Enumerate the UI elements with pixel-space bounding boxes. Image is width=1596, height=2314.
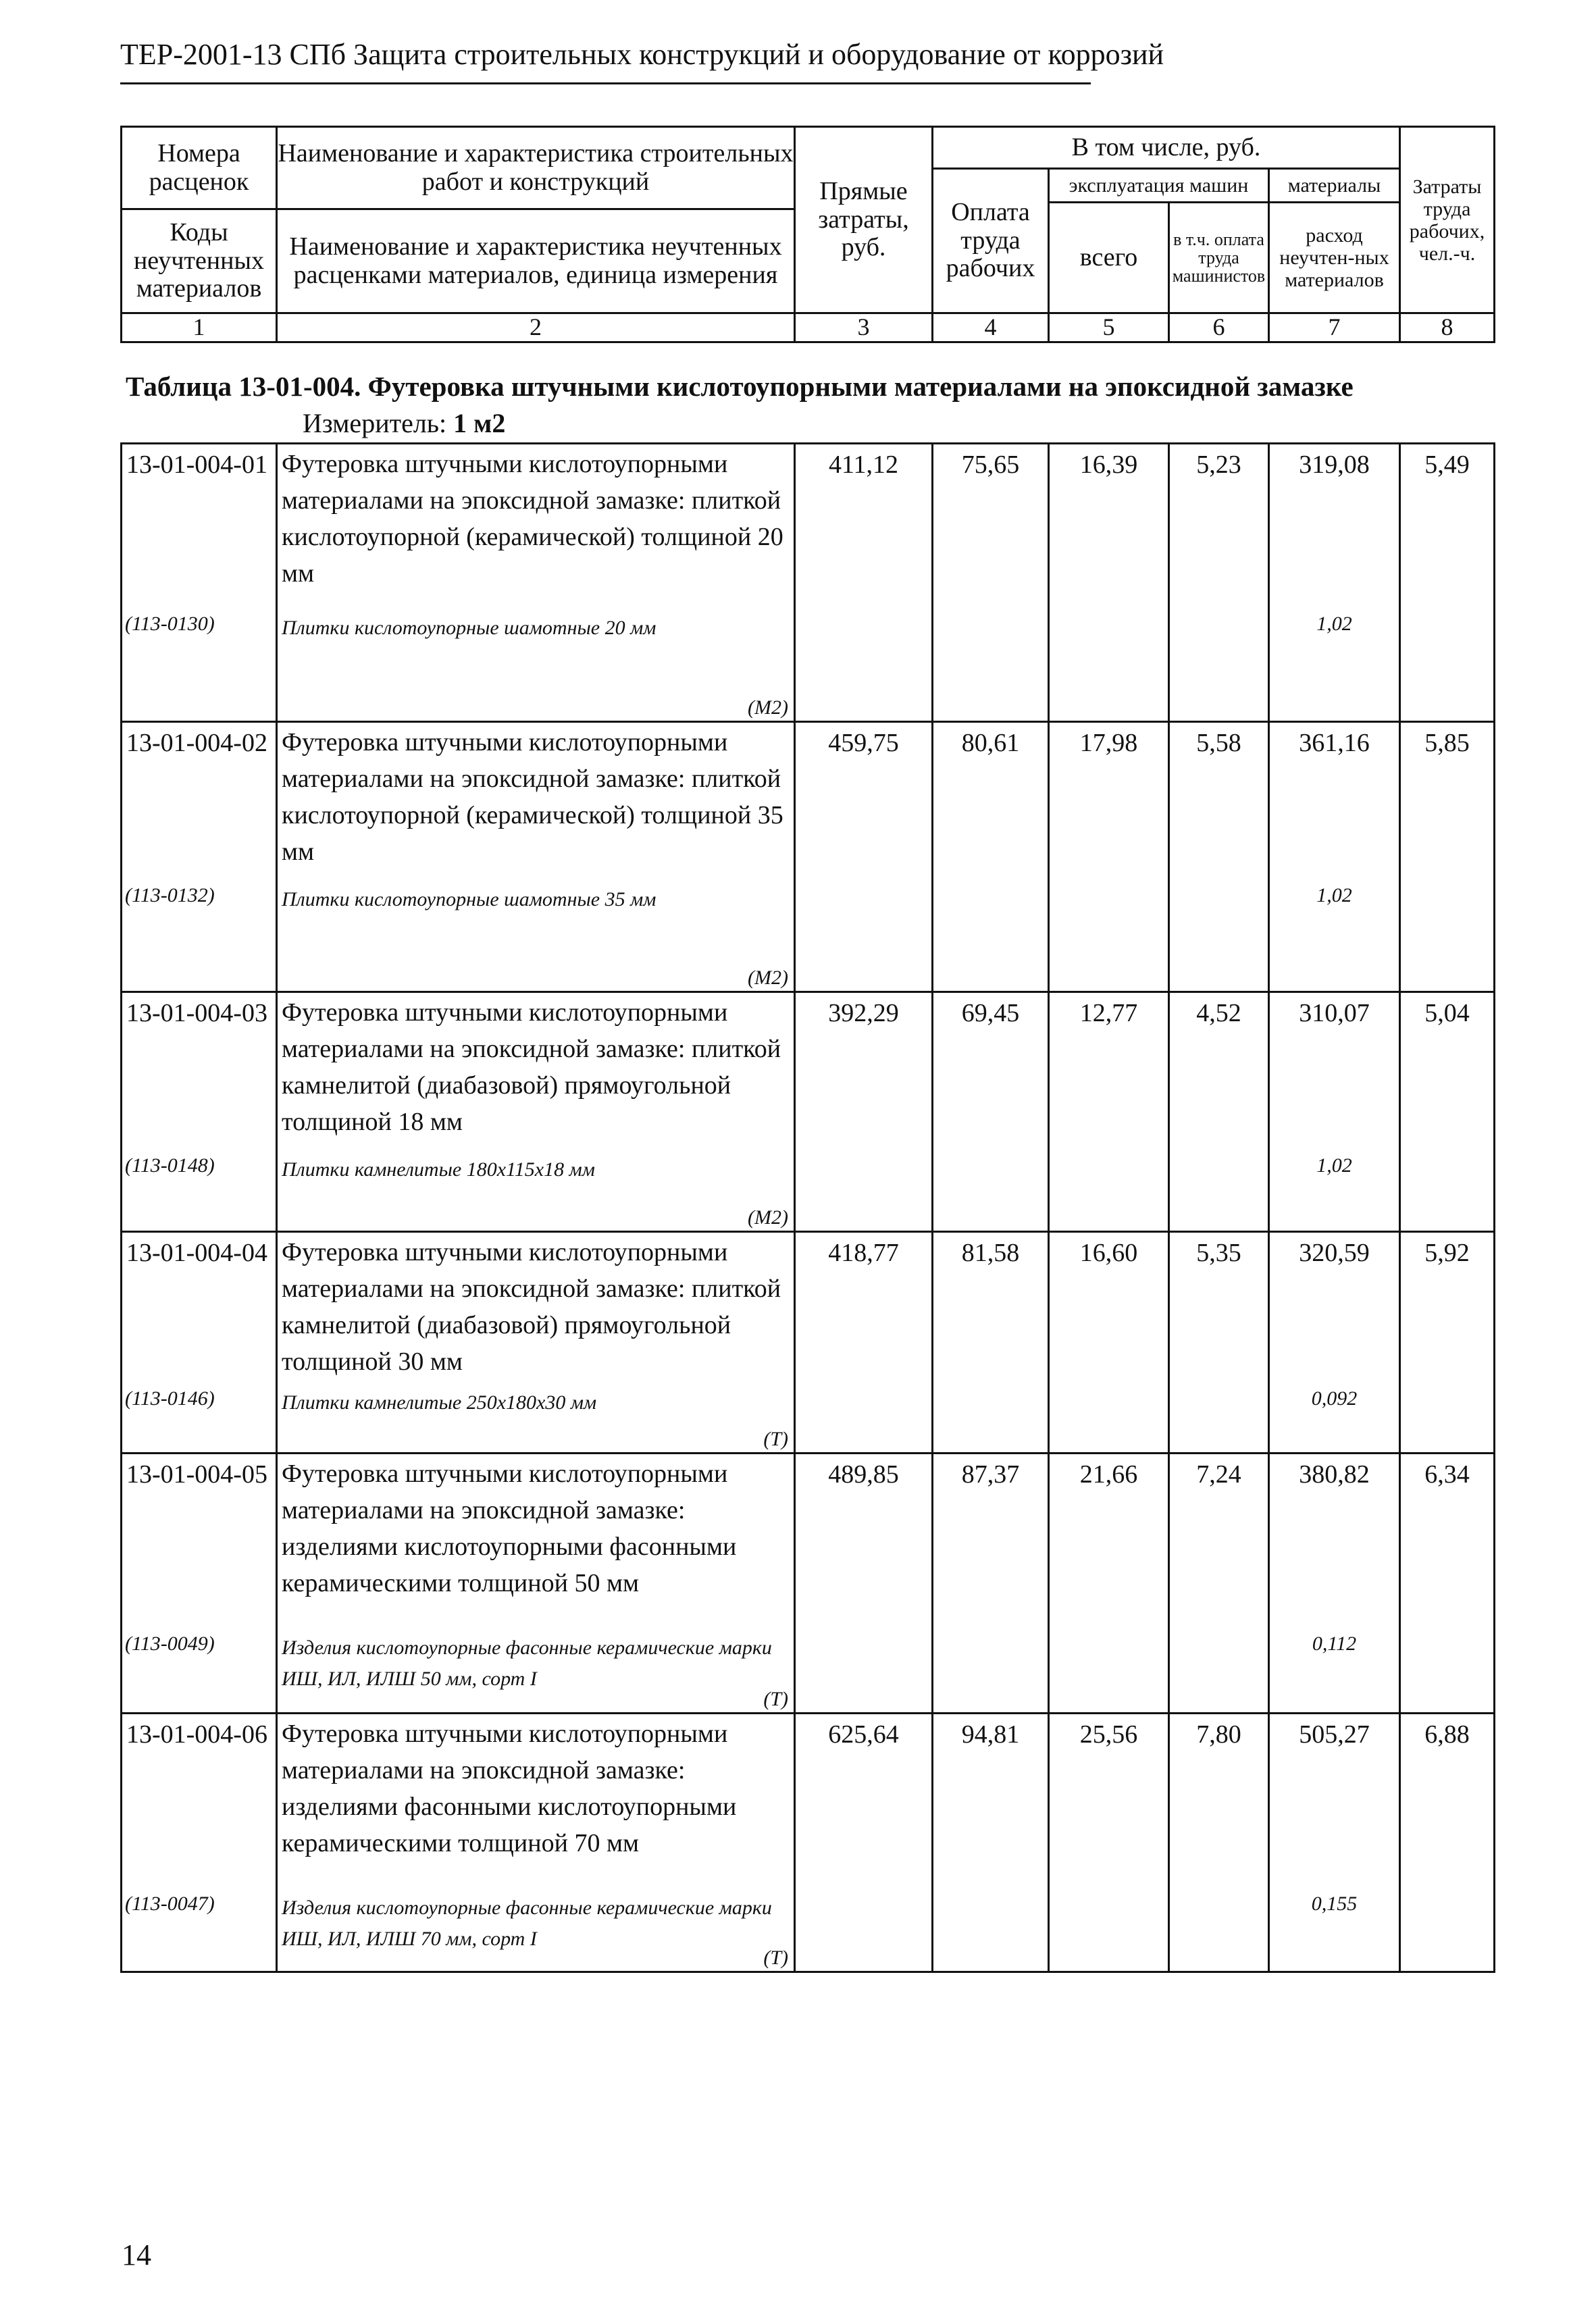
material-name-cell <box>277 1154 795 1232</box>
machines-total: 16,60 <box>1049 1232 1169 1387</box>
empty-cell <box>1400 1154 1495 1232</box>
direct-costs: 489,85 <box>795 1454 933 1632</box>
material-name-cell <box>277 613 795 722</box>
machinists-pay: 7,80 <box>1169 1714 1269 1893</box>
column-header-table <box>120 126 1495 343</box>
empty-cell <box>795 1154 933 1232</box>
table-title: Таблица 13-01-004. Футеровка штучными кислотоупорными материалами на эпоксидной замазке <box>126 371 1354 402</box>
material-row <box>122 1154 1495 1232</box>
empty-cell <box>1049 884 1169 992</box>
header-col2-top: Наименование и характеристика строительных работ и конструкций <box>277 127 795 209</box>
material-quantity: 1,02 <box>1269 613 1400 722</box>
rate-code: 13-01-004-03 <box>122 992 277 1154</box>
machinists-pay: 4,52 <box>1169 992 1269 1154</box>
empty-cell <box>933 1632 1049 1714</box>
machinists-pay: 5,35 <box>1169 1232 1269 1387</box>
header-number-4: 4 <box>933 313 1049 342</box>
rates-table <box>120 442 1495 1973</box>
material-name-cell <box>277 1893 795 1972</box>
header-col6: в т.ч. оплата труда машинистов <box>1169 203 1269 313</box>
material-name: Плитки камнелитые 180х115х18 мм <box>282 1158 595 1181</box>
machines-total: 17,98 <box>1049 722 1169 884</box>
empty-cell <box>933 613 1049 722</box>
material-name-cell <box>277 1632 795 1714</box>
material-code: (113-0132) <box>122 884 277 992</box>
direct-costs: 459,75 <box>795 722 933 884</box>
rate-name: Футеровка штучными кислотоупорными материалами на эпоксидной замазке: плиткой камнелитой (диабазовой) прямоугольной толщиной 30 мм <box>277 1232 795 1387</box>
empty-cell <box>933 1387 1049 1454</box>
empty-cell <box>1400 613 1495 722</box>
material-unit: (М2) <box>748 1206 788 1229</box>
table-row <box>122 1714 1495 1893</box>
labor-hours: 5,85 <box>1400 722 1495 884</box>
table-row <box>122 444 1495 613</box>
materials-cost: 380,82 <box>1269 1454 1400 1632</box>
empty-cell <box>795 1632 933 1714</box>
empty-cell <box>795 1893 933 1972</box>
labor-pay: 80,61 <box>933 722 1049 884</box>
empty-cell <box>1400 1632 1495 1714</box>
empty-cell <box>1169 1893 1269 1972</box>
labor-hours: 5,04 <box>1400 992 1495 1154</box>
labor-pay: 69,45 <box>933 992 1049 1154</box>
machines-total: 12,77 <box>1049 992 1169 1154</box>
material-code: (113-0148) <box>122 1154 277 1232</box>
empty-cell <box>1400 884 1495 992</box>
empty-cell <box>933 1154 1049 1232</box>
empty-cell <box>795 1387 933 1454</box>
measure-label: Измеритель: <box>303 408 447 438</box>
rate-code: 13-01-004-02 <box>122 722 277 884</box>
measure-value: 1 м2 <box>453 408 506 438</box>
rate-name: Футеровка штучными кислотоупорными материалами на эпоксидной замазке: изделиями кислотоупорными фасонными керамическими толщиной 50 мм <box>277 1454 795 1632</box>
empty-cell <box>1049 613 1169 722</box>
machines-total: 16,39 <box>1049 444 1169 613</box>
material-quantity: 1,02 <box>1269 884 1400 992</box>
material-unit: (М2) <box>748 967 788 989</box>
header-col4: Оплата труда рабочих <box>933 169 1049 313</box>
material-row <box>122 1632 1495 1714</box>
empty-cell <box>1169 1154 1269 1232</box>
machines-total: 25,56 <box>1049 1714 1169 1893</box>
rate-code: 13-01-004-04 <box>122 1232 277 1387</box>
empty-cell <box>1400 1893 1495 1972</box>
material-quantity: 1,02 <box>1269 1154 1400 1232</box>
empty-cell <box>1049 1387 1169 1454</box>
rate-code: 13-01-004-05 <box>122 1454 277 1632</box>
rate-name: Футеровка штучными кислотоупорными материалами на эпоксидной замазке: плиткой кислотоупорной (керамической) толщиной 20 мм <box>277 444 795 613</box>
empty-cell <box>1400 1387 1495 1454</box>
header-col1-bottom: Коды неучтенных материалов <box>122 209 277 313</box>
material-unit: (Т) <box>763 1688 788 1710</box>
labor-pay: 81,58 <box>933 1232 1049 1387</box>
empty-cell <box>1049 1893 1169 1972</box>
header-materials: материалы <box>1269 169 1400 203</box>
material-code: (113-0146) <box>122 1387 277 1454</box>
materials-cost: 361,16 <box>1269 722 1400 884</box>
header-rule <box>120 82 1091 84</box>
header-col1-top: Номера расценок <box>122 127 277 209</box>
labor-hours: 5,49 <box>1400 444 1495 613</box>
rate-code: 13-01-004-01 <box>122 444 277 613</box>
header-number-7: 7 <box>1269 313 1400 342</box>
header-col3: Прямые затраты, руб. <box>795 127 933 313</box>
machinists-pay: 5,58 <box>1169 722 1269 884</box>
header-group: В том числе, руб. <box>933 127 1400 169</box>
material-name-cell <box>277 1387 795 1454</box>
empty-cell <box>1169 884 1269 992</box>
material-row <box>122 1387 1495 1454</box>
material-row <box>122 884 1495 992</box>
header-col5: всего <box>1049 203 1169 313</box>
table-row <box>122 1232 1495 1387</box>
header-col8: Затраты труда рабочих, чел.-ч. <box>1400 127 1495 313</box>
material-quantity: 0,092 <box>1269 1387 1400 1454</box>
header-number-2: 2 <box>277 313 795 342</box>
material-unit: (Т) <box>763 1947 788 1969</box>
rate-name: Футеровка штучными кислотоупорными материалами на эпоксидной замазке: изделиями фасонными кислотоупорными керамическими толщиной 70 мм <box>277 1714 795 1893</box>
measure-unit <box>303 407 505 439</box>
material-row <box>122 1893 1495 1972</box>
empty-cell <box>795 884 933 992</box>
machines-total: 21,66 <box>1049 1454 1169 1632</box>
direct-costs: 411,12 <box>795 444 933 613</box>
rate-name: Футеровка штучными кислотоупорными материалами на эпоксидной замазке: плиткой кислотоупорной (керамической) толщиной 35 мм <box>277 722 795 884</box>
labor-pay: 75,65 <box>933 444 1049 613</box>
material-name: Изделия кислотоупорные фасонные керамические марки ИШ, ИЛ, ИЛШ 70 мм, сорт I <box>282 1896 772 1950</box>
materials-cost: 310,07 <box>1269 992 1400 1154</box>
header-col7: расход неучтен-ных материалов <box>1269 203 1400 313</box>
empty-cell <box>933 884 1049 992</box>
direct-costs: 625,64 <box>795 1714 933 1893</box>
material-quantity: 0,155 <box>1269 1893 1400 1972</box>
material-name: Плитки кислотоупорные шамотные 35 мм <box>282 888 657 910</box>
labor-hours: 6,88 <box>1400 1714 1495 1893</box>
empty-cell <box>1169 1387 1269 1454</box>
empty-cell <box>1049 1154 1169 1232</box>
materials-cost: 319,08 <box>1269 444 1400 613</box>
materials-cost: 320,59 <box>1269 1232 1400 1387</box>
labor-hours: 5,92 <box>1400 1232 1495 1387</box>
header-number-6: 6 <box>1169 313 1269 342</box>
material-name: Изделия кислотоупорные фасонные керамические марки ИШ, ИЛ, ИЛШ 50 мм, сорт I <box>282 1636 772 1690</box>
empty-cell <box>1049 1632 1169 1714</box>
labor-pay: 94,81 <box>933 1714 1049 1893</box>
table-row <box>122 1454 1495 1632</box>
material-code: (113-0049) <box>122 1632 277 1714</box>
header-number-5: 5 <box>1049 313 1169 342</box>
table-row <box>122 722 1495 884</box>
rate-name: Футеровка штучными кислотоупорными материалами на эпоксидной замазке: плиткой камнелитой (диабазовой) прямоугольной толщиной 18 мм <box>277 992 795 1154</box>
rate-code: 13-01-004-06 <box>122 1714 277 1893</box>
header-number-3: 3 <box>795 313 933 342</box>
empty-cell <box>933 1893 1049 1972</box>
table-row <box>122 992 1495 1154</box>
material-unit: (М2) <box>748 696 788 719</box>
header-machines: эксплуатация машин <box>1049 169 1269 203</box>
material-unit: (Т) <box>763 1428 788 1450</box>
material-quantity: 0,112 <box>1269 1632 1400 1714</box>
header-col2-bottom: Наименование и характеристика неучтенных расценками материалов, единица измерения <box>277 209 795 313</box>
machinists-pay: 7,24 <box>1169 1454 1269 1632</box>
labor-hours: 6,34 <box>1400 1454 1495 1632</box>
direct-costs: 418,77 <box>795 1232 933 1387</box>
material-code: (113-0130) <box>122 613 277 722</box>
empty-cell <box>1169 1632 1269 1714</box>
empty-cell <box>1169 613 1269 722</box>
machinists-pay: 5,23 <box>1169 444 1269 613</box>
header-number-1: 1 <box>122 313 277 342</box>
page-number: 14 <box>122 2238 151 2271</box>
material-name: Плитки кислотоупорные шамотные 20 мм <box>282 616 657 639</box>
material-name-cell <box>277 884 795 992</box>
header-number-8: 8 <box>1400 313 1495 342</box>
labor-pay: 87,37 <box>933 1454 1049 1632</box>
empty-cell <box>795 613 933 722</box>
material-name: Плитки камнелитые 250х180х30 мм <box>282 1391 597 1414</box>
direct-costs: 392,29 <box>795 992 933 1154</box>
materials-cost: 505,27 <box>1269 1714 1400 1893</box>
page-header: ТЕР-2001-13 СПб Защита строительных конструкций и оборудование от коррозий <box>120 38 1164 71</box>
material-code: (113-0047) <box>122 1893 277 1972</box>
material-row <box>122 613 1495 722</box>
